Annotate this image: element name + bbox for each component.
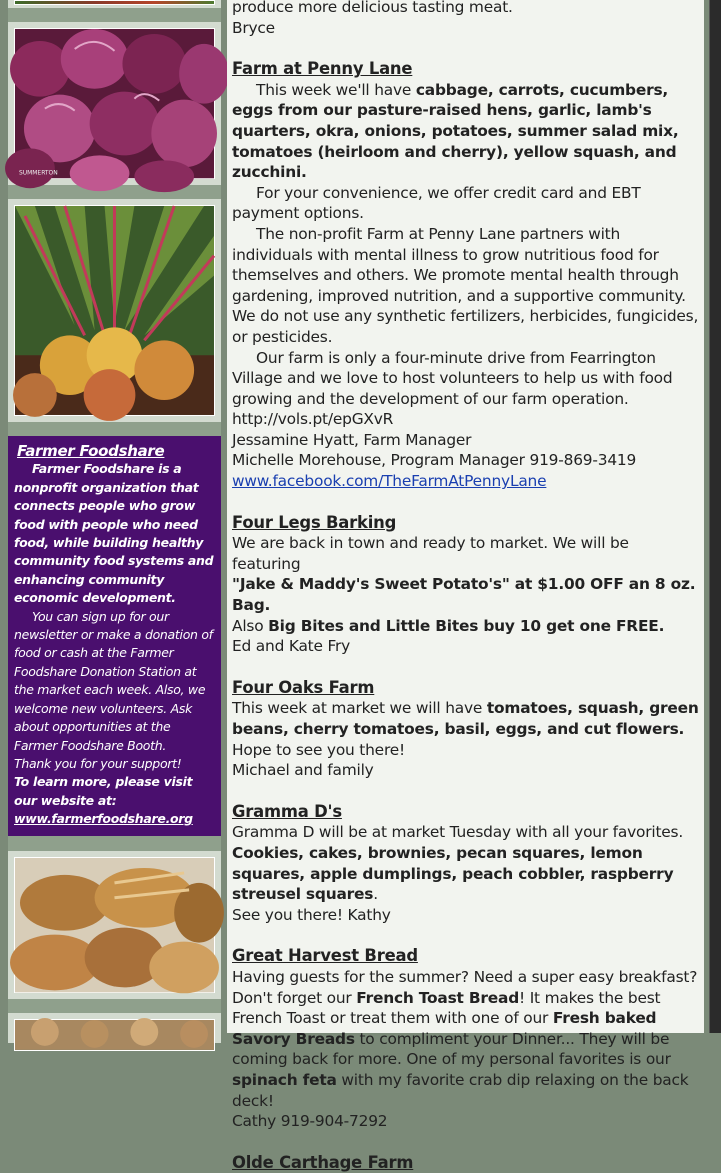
gramma-d-signature: See you there! Kathy: [232, 905, 391, 924]
section-title-penny-lane: Farm at Penny Lane: [232, 59, 413, 79]
gramma-d-intro: Gramma D will be at market Tuesday with all your favorites.: [232, 823, 684, 842]
promo-title[interactable]: Farmer Foodshare: [17, 442, 165, 460]
four-legs-bites-offer: Big Bites and Little Bites buy 10 get one FREE.: [268, 616, 665, 635]
page-scrollbar[interactable]: [709, 0, 721, 1033]
penny-lane-facebook-link[interactable]: www.facebook.com/TheFarmAtPennyLane: [232, 472, 547, 491]
promo-signup-text: You can sign up for our newsletter or make a donation of food or cash at the Farmer Foodshare Donation Station at the market each week. Also, we welcome new volunteers. Ask about opportunities at the Farmer Foodshare Booth.: [14, 608, 213, 753]
great-harvest-french-toast: French Toast Bread: [356, 988, 520, 1007]
section-title-four-oaks: Four Oaks Farm: [232, 677, 375, 697]
farmer-foodshare-link[interactable]: www.farmerfoodshare.org: [14, 811, 193, 827]
penny-lane-produce: [232, 80, 700, 183]
intro-line: produce more delicious tasting meat.: [232, 0, 513, 16]
penny-lane-volunteers: Our farm is only a four-minute drive from Fearrington Village and we love to host volunteers to help us with food growing and the development of our farm operation. http://vols.pt/epGXvR: [232, 348, 673, 429]
penny-lane-program-manager: Michelle Morehouse, Program Manager 919-869-3419: [232, 451, 637, 470]
promo-description: Farmer Foodshare is a nonprofit organization that connects people who grow food with people who need food, while building healthy community food systems and enhancing community economic development.: [14, 461, 214, 606]
great-harvest-spinach-feta: spinach feta: [232, 1070, 337, 1089]
four-legs-bites-prefix: Also: [232, 616, 269, 635]
penny-lane-payment: For your convenience, we offer credit card and EBT payment options.: [232, 183, 641, 223]
four-legs-bites: [232, 616, 700, 637]
great-harvest-text-4: with my favorite crab dip relaxing on the back deck!: [232, 1070, 689, 1110]
intro-signature: Bryce: [232, 18, 275, 37]
gramma-d-items-list: Cookies, cakes, brownies, pecan squares, lemon squares, apple dumplings, peach cobbler, raspberry streusel squares: [232, 843, 674, 904]
four-legs-signature: Ed and Kate Fry: [232, 637, 351, 656]
section-title-olde-carthage: Olde Carthage Farm: [232, 1152, 414, 1172]
promo-visit-text: To learn more, please visit our website at:: [14, 774, 193, 808]
image-caption: SUMMERTON: [18, 169, 58, 177]
great-harvest-text-2: ! It makes the best French Toast or treat them with one of our: [232, 988, 661, 1028]
four-legs-featuring: We are back in town and ready to market. We will be featuring: [232, 534, 629, 573]
four-oaks-produce: [232, 698, 700, 739]
gramma-d-items-end: .: [373, 885, 378, 904]
four-legs-sweet-potato: "Jake & Maddy's Sweet Potato's" at $1.00 OFF an 8 oz. Bag.: [232, 575, 696, 615]
penny-lane-mission: The non-profit Farm at Penny Lane partners with individuals with mental illness to grow nutritious food for themselves and others. We promote mental health through gardening, improved nutrition, and a supportive community. We do not use any synthetic fertilizers, herbicides, fungicides, or pesticides.: [232, 224, 699, 346]
great-harvest-text-1: Having guests for the summer? Need a super easy breakfast? Don't forget our: [232, 967, 698, 1007]
penny-lane-produce-prefix: This week we'll have: [256, 80, 416, 99]
produce-image-top-frame: [8, 0, 221, 8]
promo-thanks: Thank you for your support!: [14, 755, 182, 771]
penny-lane-manager: Jessamine Hyatt, Farm Manager: [232, 430, 472, 449]
golden-beets-image-frame: [8, 199, 221, 422]
four-oaks-produce-prefix: This week at market we will have: [232, 699, 487, 718]
four-oaks-produce-items: tomatoes, squash, green beans, cherry tomatoes, basil, eggs, and cut flowers.: [232, 699, 699, 738]
section-title-great-harvest: Great Harvest Bread: [232, 946, 418, 966]
section-title-gramma-d: Gramma D's: [232, 801, 342, 821]
four-oaks-signature: Michael and family: [232, 761, 374, 780]
great-harvest-savory-breads: Fresh baked Savory Breads: [232, 1009, 657, 1048]
farmer-foodshare-promo: [8, 436, 221, 836]
section-title-four-legs: Four Legs Barking: [232, 512, 397, 532]
cookies-image-frame: [8, 1013, 221, 1043]
red-onions-image: [14, 28, 215, 179]
newsletter-content: [227, 0, 704, 1172]
golden-beets-image: [14, 205, 215, 416]
gramma-d-items: [232, 843, 700, 905]
great-harvest-signature: Cathy 919-904-7292: [232, 1112, 388, 1131]
bread-image: [14, 857, 215, 993]
produce-image-top: [14, 0, 215, 5]
four-oaks-hope: Hope to see you there!: [232, 740, 405, 759]
great-harvest-text-3: to compliment your Dinner... They will be coming back for more. One of my personal favorites is our: [232, 1029, 671, 1069]
sidebar: [8, 0, 221, 1033]
penny-lane-produce-items: cabbage, carrots, cucumbers, eggs from our pasture-raised hens, garlic, lamb's quarters, okra, onions, potatoes, summer salad mix, tomatoes (heirloom and cherry), yellow squash, and zucchini.: [232, 80, 679, 182]
red-onions-image-frame: [8, 22, 221, 185]
bread-image-frame: [8, 851, 221, 999]
great-harvest-text: [232, 967, 700, 1111]
cookies-image: [14, 1019, 215, 1051]
